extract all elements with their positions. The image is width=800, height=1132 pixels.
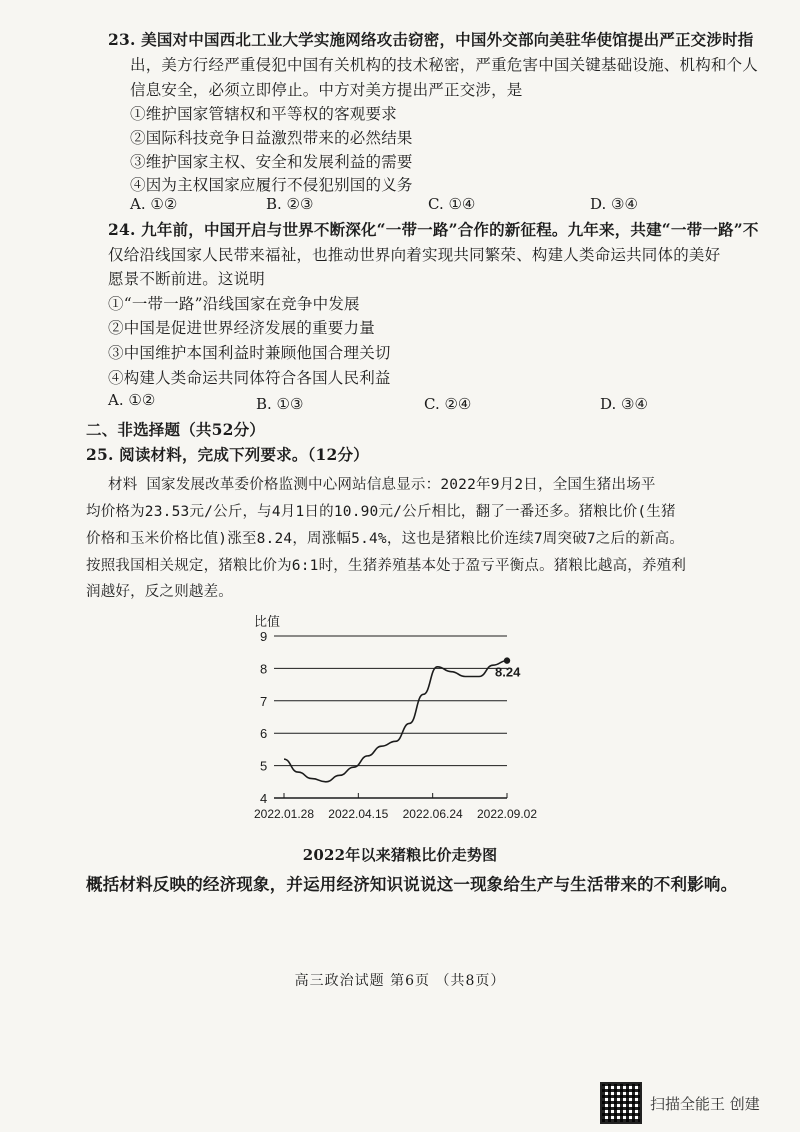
q25-material-3: 价格和玉米价格比值)涨至8.24，周涨幅5.4%，这也是猪粮比价连续7周突破7之后的新高。	[86, 531, 685, 547]
y-tick-label-4: 4	[260, 791, 268, 806]
x-tick-label-2: 2022.06.24	[402, 807, 463, 821]
scanner-watermark	[600, 1082, 760, 1124]
q25-question: 概括材料反映的经济现象，并运用经济知识说说这一现象给生产与生活带来的不利影响。	[86, 875, 738, 894]
x-tick-label-3: 2022.09.02	[476, 807, 538, 821]
q23-line-3: 信息安全，必须立即停止。中方对美方提出严正交涉，是	[130, 81, 523, 99]
chart-ylabel: 比值	[254, 614, 281, 629]
q23-item-1: ①维护国家管辖权和平等权的客观要求	[130, 105, 397, 123]
section-2-heading: 二、非选择题（共52分）	[86, 420, 265, 439]
q25-material-1: 材料 国家发展改革委价格监测中心网站信息显示：2022年9月2日，全国生猪出场平	[108, 477, 656, 493]
q25-material-2: 均价格为23.53元/公斤，与4月1日的10.90元/公斤相比，翻了一番还多。猪粮比价(生猪	[86, 504, 676, 520]
q24-option-c: C. ②④	[424, 395, 472, 413]
y-tick-label-6: 6	[260, 726, 268, 742]
chart-caption: 2022年以来猪粮比价走势图	[302, 846, 498, 864]
watermark-text: 扫描全能王 创建	[650, 1094, 760, 1113]
q23-item-2: ②国际科技竞争日益激烈带来的必然结果	[130, 129, 413, 147]
y-tick-label-5: 5	[260, 758, 268, 774]
q24-line-1: 24. 九年前，中国开启与世界不断深化“一带一路”合作的新征程。九年来，共建“一带一路”不	[108, 220, 759, 239]
q23-option-a: A. ①②	[130, 195, 178, 213]
qr-code-icon	[600, 1082, 642, 1124]
q24-option-a: A. ①②	[108, 391, 156, 409]
y-tick-label-9: 9	[260, 629, 268, 644]
q23-line-2: 出，美方行经严重侵犯中国有关机构的技术秘密，严重危害中国关键基础设施、机构和个人	[130, 56, 759, 74]
chart-annotation-label: 8.24	[495, 664, 521, 680]
q23-option-b: B. ②③	[266, 195, 314, 213]
q24-item-4: ④构建人类命运共同体符合各国人民利益	[108, 369, 391, 387]
q24-line-3: 愿景不断前进。这说明	[108, 270, 266, 288]
q23-option-c: C. ①④	[428, 195, 476, 213]
q24-item-1: ①“一带一路”沿线国家在竞争中发展	[108, 295, 360, 313]
pig-grain-ratio-chart	[232, 604, 572, 832]
chart-end-point	[504, 657, 510, 663]
q25-material-5: 润越好，反之则越差。	[86, 584, 233, 600]
q23-item-3: ③维护国家主权、安全和发展利益的需要	[130, 153, 413, 171]
q23-line-1: 23. 美国对中国西北工业大学实施网络攻击窃密，中国外交部向美驻华使馆提出严正交涉时指	[108, 30, 754, 49]
x-tick-label-1: 2022.04.15	[328, 807, 389, 821]
q25-material-4: 按照我国相关规定，猪粮比价为6:1时，生猪养殖基本处于盈亏平衡点。猪粮比越高，养殖利	[86, 558, 687, 574]
y-tick-label-7: 7	[260, 693, 268, 709]
q25-title: 25. 阅读材料，完成下列要求。（12分）	[86, 445, 369, 464]
y-tick-label-8: 8	[260, 661, 268, 677]
q24-option-b: B. ①③	[256, 395, 304, 413]
page-footer: 高三政治试题 第6页 （共8页）	[294, 973, 506, 989]
q24-option-d: D. ③④	[600, 395, 648, 413]
chart-series-line	[284, 661, 507, 782]
q23-option-d: D. ③④	[590, 195, 638, 213]
q23-item-4: ④因为主权国家应履行不侵犯别国的义务	[130, 176, 413, 194]
q24-item-2: ②中国是促进世界经济发展的重要力量	[108, 319, 375, 337]
x-tick-label-0: 2022.01.28	[253, 807, 315, 821]
q24-line-2: 仅给沿线国家人民带来福祉，也推动世界向着实现共同繁荣、构建人类命运共同体的美好	[108, 246, 721, 264]
q24-item-3: ③中国维护本国利益时兼顾他国合理关切	[108, 344, 391, 362]
